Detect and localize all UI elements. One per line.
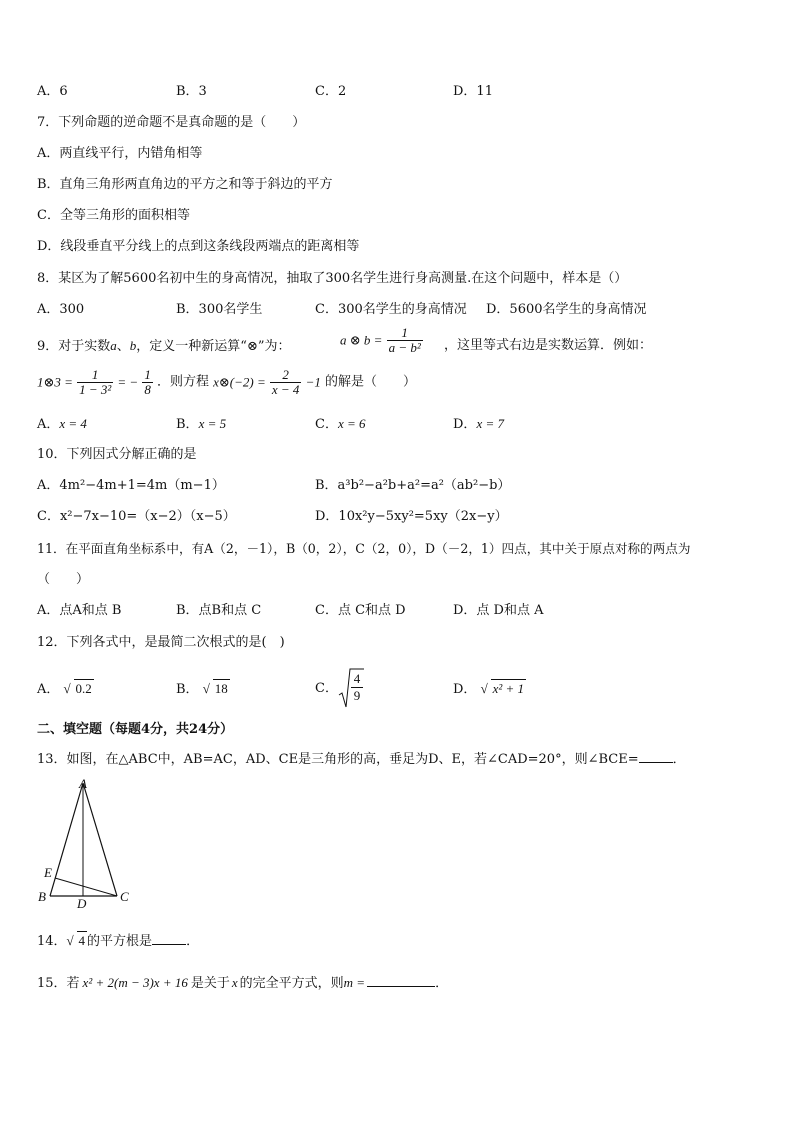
q9-eq-tail: −1 — [305, 374, 321, 390]
q13-label-d: D — [77, 896, 87, 908]
q9-option-b-value: x = 5 — [198, 416, 227, 431]
q10-option-d: D．10x²y−5xy²=5xy（2x−y） — [315, 509, 508, 524]
q15-rhs: m = — [343, 975, 366, 990]
q9-option-c — [315, 416, 366, 433]
q12-sqrt-d: √ x² + 1 — [480, 681, 525, 696]
q9-text-3: ，这里等式右边是实数运算．例如： — [444, 338, 653, 353]
q9-text-5: 的解是（ ） — [324, 374, 416, 390]
q9-def-den: a − b² — [388, 340, 421, 355]
q8-stem: 8．某区为了解5600名初中生的身高情况，抽取了300名学生进行身高测量.在这个问题中，样本是（） — [37, 271, 628, 286]
q9-option-d-label: D． — [453, 417, 477, 432]
q12-sqrt-a: √ 0.2 — [63, 681, 92, 696]
q14-sqrt: √ 4 — [66, 933, 86, 948]
q15-answer-blank[interactable] — [367, 974, 435, 987]
q12-option-b — [176, 681, 230, 698]
q12-option-b-label: B． — [176, 682, 199, 697]
q13-label-c: C — [120, 889, 129, 904]
q8-option-b: B．300名学生 — [176, 302, 263, 317]
section-title-fill-in: 二、填空题（每题4分，共24分） — [37, 722, 234, 737]
q7-option-a: A．两直线平行，内错角相等 — [37, 146, 203, 161]
q14-radicand: 4 — [78, 933, 86, 948]
q12-c-fraction — [351, 671, 363, 704]
q15-end: ． — [435, 976, 449, 991]
q7-option-b: B．直角三角形两直角边的平方之和等于斜边的平方 — [37, 177, 333, 192]
q9-ex-num2: 1 — [144, 367, 151, 382]
q10-option-c: C．x²−7x−10=（x−2）（x−5） — [37, 509, 236, 524]
q15-mid: 是关于 — [190, 976, 230, 991]
q14-line — [37, 932, 199, 950]
q11-option-d: D．点 D和点 A — [453, 603, 544, 618]
q12-radicand-b: 18 — [214, 681, 228, 696]
q9-def-fraction — [387, 326, 423, 355]
q12-stem: 12．下列各式中，是最简二次根式的是( ) — [37, 635, 285, 650]
q9-definition — [340, 326, 423, 355]
q9-option-d — [453, 416, 504, 433]
q9-def-lhs: a ⊗ b = — [340, 332, 383, 348]
q12-c-den: 9 — [353, 688, 361, 703]
q9-option-d-value: x = 7 — [476, 416, 504, 431]
q15-pre: 15．若 — [37, 976, 80, 991]
q9-option-b-label: B． — [176, 417, 199, 432]
q12-option-c — [315, 681, 338, 697]
q13-label-e: E — [44, 865, 52, 880]
q12-sqrt-b: √ 18 — [202, 681, 228, 696]
q13-end: ． — [672, 752, 686, 767]
q9-option-a-label: A． — [37, 417, 60, 432]
q13-label-a: A — [79, 776, 87, 791]
q9-text-1: 9．对于实数 — [37, 339, 111, 354]
q6-option-c: C．2 — [315, 84, 347, 99]
q11-option-a: A．点A和点 B — [37, 603, 122, 618]
q9-ex-den1: 1 − 3² — [79, 382, 112, 397]
q14-end: ． — [186, 934, 200, 949]
q11-option-c: C．点 C和点 D — [315, 603, 406, 618]
q9-option-c-value: x = 6 — [337, 416, 366, 431]
q12-option-a-label: A． — [37, 682, 60, 697]
q12-option-a — [37, 681, 94, 698]
q9-ex-num1: 1 — [77, 368, 113, 383]
q9-eq-num: 2 — [270, 368, 302, 383]
q9-line2 — [37, 368, 416, 397]
q13-stem: 13．如图，在△ABC中，AB=AC，AD、CE是三角形的高，垂足为D、E，若∠CAD=20°，则∠BCE= — [37, 752, 639, 767]
q10-option-a: A．4m²−4m+1=4m（m−1） — [37, 478, 225, 493]
q14-text: 的平方根是 — [87, 934, 153, 949]
q7-option-c: C．全等三角形的面积相等 — [37, 208, 190, 223]
q13-stem-line — [37, 750, 686, 768]
q9-ex-fraction-2 — [142, 368, 153, 397]
q12-option-d — [453, 681, 526, 698]
q7-option-d: D．线段垂直平分线上的点到这条线段两端点的距离相等 — [37, 239, 360, 254]
q12-option-d-label: D． — [453, 682, 477, 697]
q10-stem: 10．下列因式分解正确的是 — [37, 447, 197, 462]
q15-mid2: 的完全平方式，则 — [239, 976, 344, 991]
q10-option-b: B．a³b²−a²b+a²=a²（ab²−b） — [315, 478, 511, 493]
q8-option-a: A．300 — [37, 302, 85, 317]
q9-var-b: b — [129, 338, 137, 353]
q9-ex-eq: = − — [117, 374, 139, 390]
q9-eq-fraction — [270, 368, 302, 397]
q14-number: 14． — [37, 934, 67, 949]
q12-radicand-d: x² + 1 — [492, 681, 525, 696]
q9-eq-lhs: x⊗(−2) = — [213, 374, 266, 390]
q14-answer-blank[interactable] — [152, 932, 186, 945]
q15-expression: x² + 2(m − 3)x + 16 — [82, 975, 188, 990]
q11-stem: 11．在平面直角坐标系中，有A（2，－1），B（0，2），C（2，0），D（－2，1）四点，其中关于原点对称的两点为 — [37, 541, 691, 556]
q12-c-num: 4 — [351, 671, 363, 688]
q9-option-a-value: x = 4 — [59, 416, 87, 431]
q13-label-b: B — [38, 889, 46, 904]
q9-sep: 、 — [116, 339, 130, 354]
q6-option-a: A．6 — [37, 84, 68, 99]
q11-stem-cont: （ ） — [37, 572, 90, 587]
q12-radicand-a: 0.2 — [75, 681, 92, 696]
q8-option-d: D．5600名学生的身高情况 — [486, 302, 647, 317]
q12-option-c-label: C． — [315, 681, 338, 696]
q8-option-c: C．300名学生的身高情况 — [315, 302, 467, 317]
q9-var-a: a — [110, 338, 117, 353]
q9-option-c-label: C． — [315, 417, 338, 432]
q7-stem: 7．下列命题的逆命题不是真命题的是（ ） — [37, 115, 306, 130]
q9-ex-fraction-1 — [77, 368, 113, 397]
q9-ex-lhs: 1⊗3 = — [37, 374, 73, 390]
q9-eq-den: x − 4 — [271, 382, 300, 397]
q9-text-4: ．则方程 — [156, 374, 209, 390]
q9-option-a — [37, 416, 87, 433]
q9-def-num: 1 — [387, 326, 423, 341]
q13-answer-blank[interactable] — [639, 750, 673, 763]
q11-option-b: B．点B和点 C — [176, 603, 262, 618]
q9-option-b — [176, 416, 226, 433]
q6-option-b: B．3 — [176, 84, 207, 99]
q13-triangle-figure — [30, 776, 140, 908]
q15-line — [37, 974, 448, 992]
q15-var: x — [231, 975, 238, 990]
q6-option-d: D．11 — [453, 84, 493, 99]
q9-ex-den2: 8 — [144, 382, 151, 397]
q9-line1 — [37, 338, 290, 355]
q9-text-2: ，定义一种新运算“⊗”为： — [136, 339, 291, 354]
